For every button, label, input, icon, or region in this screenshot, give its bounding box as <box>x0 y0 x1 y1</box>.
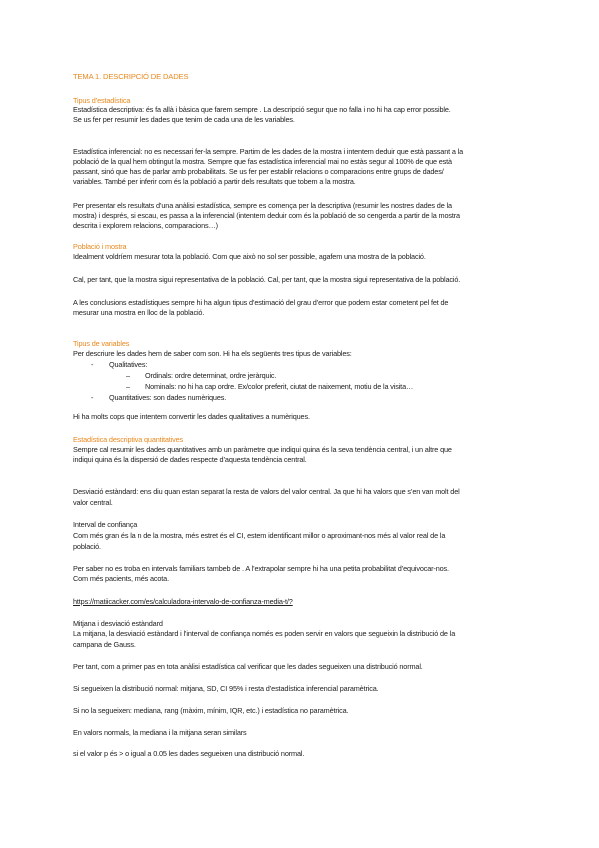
paragraph-line: La mitjana, la desviació estàndard i l’interval de confiança només es poden servir en valors que segueixin la distribució de la <box>73 629 456 638</box>
paragraph-line: mostra) i després, si escau, es passa a la inferencial (intentem deduir com és la població de so cengerda a partir de la mostra <box>73 211 460 220</box>
paragraph-line: Hi ha molts cops que intentem convertir les dades qualitatives a numèriques. <box>73 412 310 421</box>
paragraph-line: Sempre cal resumir les dades quantitatives amb un paràmetre que indiqui quina és la seva tendència central, i un altre que <box>73 445 452 454</box>
paragraph-line: Desviació estàndard: ens diu quan estan separat la resta de valors del valor central. Ja que hi ha valors que s’en van molt del <box>73 487 460 496</box>
subheading-interval-confianca: Interval de confiança <box>73 520 138 529</box>
paragraph-line: Per presentar els resultats d’una anàlisi estadística, sempre es comença per la descriptiva (resumir les nostres dades de la <box>73 201 452 210</box>
paragraph-line: variables. També per inferir com és la població a partir dels resultats que tobem a la mostra. <box>73 177 356 186</box>
list-item-nominals: Nominals: no hi ha cap ordre. Ex/color preferit, ciutat de naixement, motiu de la visita… <box>145 382 414 391</box>
list-item-quantitatives: Quantitatives: son dades numèriques. <box>109 393 227 402</box>
paragraph-line: Si segueixen la distribució normal: mitjana, SD, CI 95% i resta d’estadística inferencial paramètrica. <box>73 684 379 693</box>
paragraph-line: Se us fer per resumir les dades que tenim de cada una de les variables. <box>73 115 295 124</box>
calculator-link[interactable]: https://matiicacker.com/es/calculadora-intervalo-de-confianza-media-t/? <box>73 597 293 606</box>
paragraph-line: passant, sinó que has de parlar amb probabilitats. Se us fer per establir relacions o comparacions entre grups de dades/ <box>73 167 444 176</box>
section-heading-tipus-variables: Tipus de variables <box>73 339 130 348</box>
paragraph-line: Estadística descriptiva: és fa allà i bàsica que farem sempre . La descripció segur que no falla i no hi ha cap error possible. <box>73 105 451 114</box>
paragraph-line: Idealment voldríem mesurar tota la població. Com que això no sol ser possible, agafem una mostra de la població. <box>73 252 426 261</box>
paragraph-line: Estadística inferencial: no es necessari fer-la sempre. Partim de les dades de la mostra i intentem deduir que està passant a la <box>73 147 464 156</box>
list-item-ordinals: Ordinals: ordre determinat, ordre jeràrquic. <box>145 371 277 380</box>
paragraph-line: descrita i explorem relacions, comparacions…) <box>73 221 218 230</box>
list-bullet: - <box>91 360 94 369</box>
paragraph-line: En valors normals, la mediana i la mitjana seran similars <box>73 728 247 737</box>
list-item-qualitatives: Qualitatives: <box>109 360 148 369</box>
paragraph-line: campana de Gauss. <box>73 640 136 649</box>
paragraph-line: Com més pacients, més acota. <box>73 574 169 583</box>
paragraph-line: mesurar una mostra en lloc de la població. <box>73 308 205 317</box>
paragraph-line: població. <box>73 542 101 551</box>
paragraph-line: A les conclusions estadístiques sempre hi ha algun tipus d’estimació del grau d’error que podem estar cometent pel fet de <box>73 298 449 307</box>
paragraph-line: Per tant, com a primer pas en tota anàlisi estadística cal verificar que les dades segueixen una distribució normal. <box>73 662 423 671</box>
paragraph-line: Si no la segueixen: mediana, rang (màxim, mínim, IQR, etc.) i estadística no paramètrica. <box>73 706 349 715</box>
paragraph-line: indiqui quina és la dispersió de dades respecte d’aquesta tendència central. <box>73 455 307 464</box>
paragraph-line: Per saber no es troba en intervals familiars tambeb de . A l’extrapolar sempre hi ha una petita probabilitat d’equivocar-nos. <box>73 564 449 573</box>
paragraph-line: si el valor p és > o igual a 0.05 les dades segueixen una distribució normal. <box>73 749 305 758</box>
paragraph-line: Cal, per tant, que la mostra sigui representativa de la població. Cal, per tant, que la mostra sigui representativa de la població. <box>73 275 461 284</box>
paragraph-line: Per descriure les dades hem de saber com son. Hi ha els següents tres tipus de variables: <box>73 349 352 358</box>
list-bullet: - <box>91 393 94 402</box>
subheading-mitjana-desviacio: Mitjana i desviació estàndard <box>73 619 163 628</box>
paragraph-line: valor central. <box>73 498 113 507</box>
paragraph-line: població de la qual hem obtingut la mostra. Sempre que fas estadística inferencial mai no estàs segur al 100% de que està <box>73 157 452 166</box>
section-heading-tipus-estadistica: Tipus d’estadística <box>73 96 131 105</box>
section-heading-descriptiva-quantitatives: Estadística descriptiva quantitatives <box>73 435 184 444</box>
list-bullet: – <box>126 382 130 391</box>
document-title: TEMA 1. DESCRIPCIÓ DE DADES <box>73 72 189 81</box>
section-heading-poblacio-mostra: Població i mostra <box>73 242 127 251</box>
list-bullet: – <box>126 371 130 380</box>
paragraph-line: Com més gran és la n de la mostra, més estret és el CI, estem identificant millor o aproximant-nos més al valor real de la <box>73 531 446 540</box>
